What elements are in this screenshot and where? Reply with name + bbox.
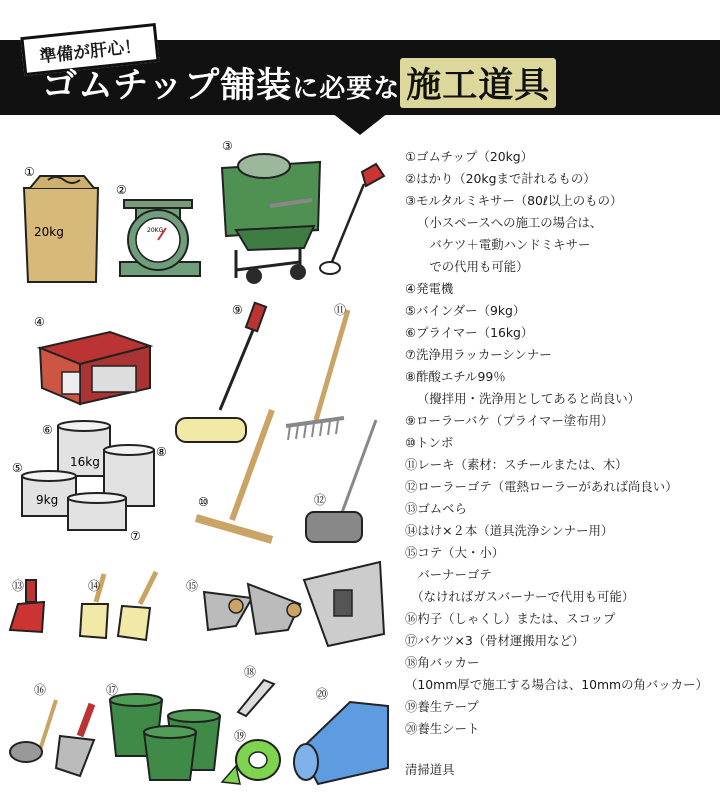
list-item: ⑮コテ（大・小） — [405, 545, 505, 560]
list-item: ③モルタルミキサー（80ℓ以上のもの） — [405, 193, 623, 208]
can-9-label: 9kg — [36, 493, 59, 507]
trowels-illustration — [204, 562, 384, 646]
list-item: ⑳養生シート — [405, 721, 480, 736]
header-tag: 準備が肝心！ — [20, 23, 159, 76]
marker-18: ⑱ — [244, 665, 257, 679]
list-item-note: （なければガスバーナーで代用も可能） — [405, 589, 635, 604]
marker-2: ② — [116, 183, 127, 197]
ladle-scoop-illustration — [10, 700, 94, 776]
curing-sheet-illustration — [294, 702, 388, 784]
bag-weight-label: 20kg — [34, 225, 64, 239]
thinner-can-illustration — [68, 493, 126, 530]
rubber-chip-bag-illustration — [24, 176, 98, 282]
list-item-note: （攪拌用・洗浄用としてあると尚良い） — [417, 391, 641, 406]
list-item: ①ゴムチップ（20kg） — [405, 149, 534, 164]
title-highlight: 施工道具 — [400, 58, 556, 108]
list-item-note: バーナーゴテ — [405, 567, 492, 582]
hand-mixer-illustration — [320, 164, 384, 274]
list-item: ②はかり（20kgまで計れるもの） — [405, 171, 596, 186]
list-item: ⑲養生テープ — [405, 699, 479, 714]
list-item: ⑧酢酸エチル99％ — [405, 369, 506, 384]
list-item: ⑬ゴムベら — [405, 501, 467, 516]
list-item: ⑫ローラーゴテ（電熱ローラーがあれば尚良い） — [405, 479, 678, 494]
marker-1: ① — [24, 165, 35, 179]
marker-8: ⑧ — [156, 445, 167, 459]
curing-tape-illustration — [222, 740, 280, 784]
marker-6: ⑥ — [42, 423, 53, 437]
marker-15: ⑮ — [186, 579, 199, 593]
list-item-note: での代用も可能） — [417, 259, 529, 274]
list-item: ④発電機 — [405, 281, 454, 296]
roller-trowel-illustration — [306, 420, 376, 542]
marker-14: ⑭ — [88, 579, 101, 593]
marker-5: ⑤ — [12, 461, 23, 475]
buckets-illustration — [110, 694, 220, 780]
marker-20: ⑳ — [316, 687, 329, 701]
mortar-mixer-illustration — [222, 154, 320, 284]
roller-brush-illustration — [176, 303, 266, 442]
list-item: ⑦洗浄用ラッカーシンナー — [405, 347, 552, 362]
list-item-note: （小スペースへの施工の場合は、 — [417, 215, 603, 230]
marker-4: ④ — [34, 315, 45, 329]
list-item: ⑰バケツ×3（骨材運搬用など） — [405, 633, 585, 648]
cleaning-tools-label: 清掃道具 — [405, 762, 455, 777]
list-item: ⑯杓子（しゃくし）または、スコップ — [405, 611, 616, 626]
list-item: ⑥プライマー（16kg） — [405, 325, 534, 340]
list-item-note: バケツ＋電動ハンドミキサー — [417, 237, 591, 252]
scale-illustration — [120, 200, 200, 276]
list-item: ⑨ローラーバケ（プライマー塗布用） — [405, 413, 614, 428]
list-item: ⑤バインダー（9kg） — [405, 303, 526, 318]
marker-11: ⑪ — [334, 303, 347, 317]
title-connector: に必要な — [292, 74, 401, 104]
marker-7: ⑦ — [130, 529, 141, 543]
list-item-note: （10mm厚で施工する場合は、10mmの角バッカー） — [405, 677, 708, 692]
marker-16: ⑯ — [34, 683, 47, 697]
square-backer-illustration — [238, 680, 274, 716]
marker-13: ⑬ — [12, 579, 25, 593]
list-item: ⑩トンボ — [405, 435, 454, 450]
marker-9: ⑨ — [232, 303, 243, 317]
generator-illustration — [40, 332, 150, 404]
scale-weight-label: 20KG — [147, 227, 164, 234]
list-item: ⑪レーキ（素材：スチールまたは、木） — [405, 457, 628, 472]
title-main: ゴムチップ舗装 — [42, 66, 293, 106]
marker-12: ⑫ — [314, 493, 327, 507]
list-item: ⑭はけ×２本（道具洗浄シンナー用） — [405, 523, 614, 538]
marker-19: ⑲ — [234, 729, 247, 743]
marker-10: ⑩ — [198, 495, 209, 509]
tool-list — [405, 146, 717, 740]
marker-17: ⑰ — [106, 683, 119, 697]
marker-3: ③ — [222, 139, 233, 153]
can-16-label: 16kg — [70, 455, 100, 469]
list-item: ⑱角バッカー — [405, 655, 480, 670]
rake-illustration — [286, 310, 348, 440]
